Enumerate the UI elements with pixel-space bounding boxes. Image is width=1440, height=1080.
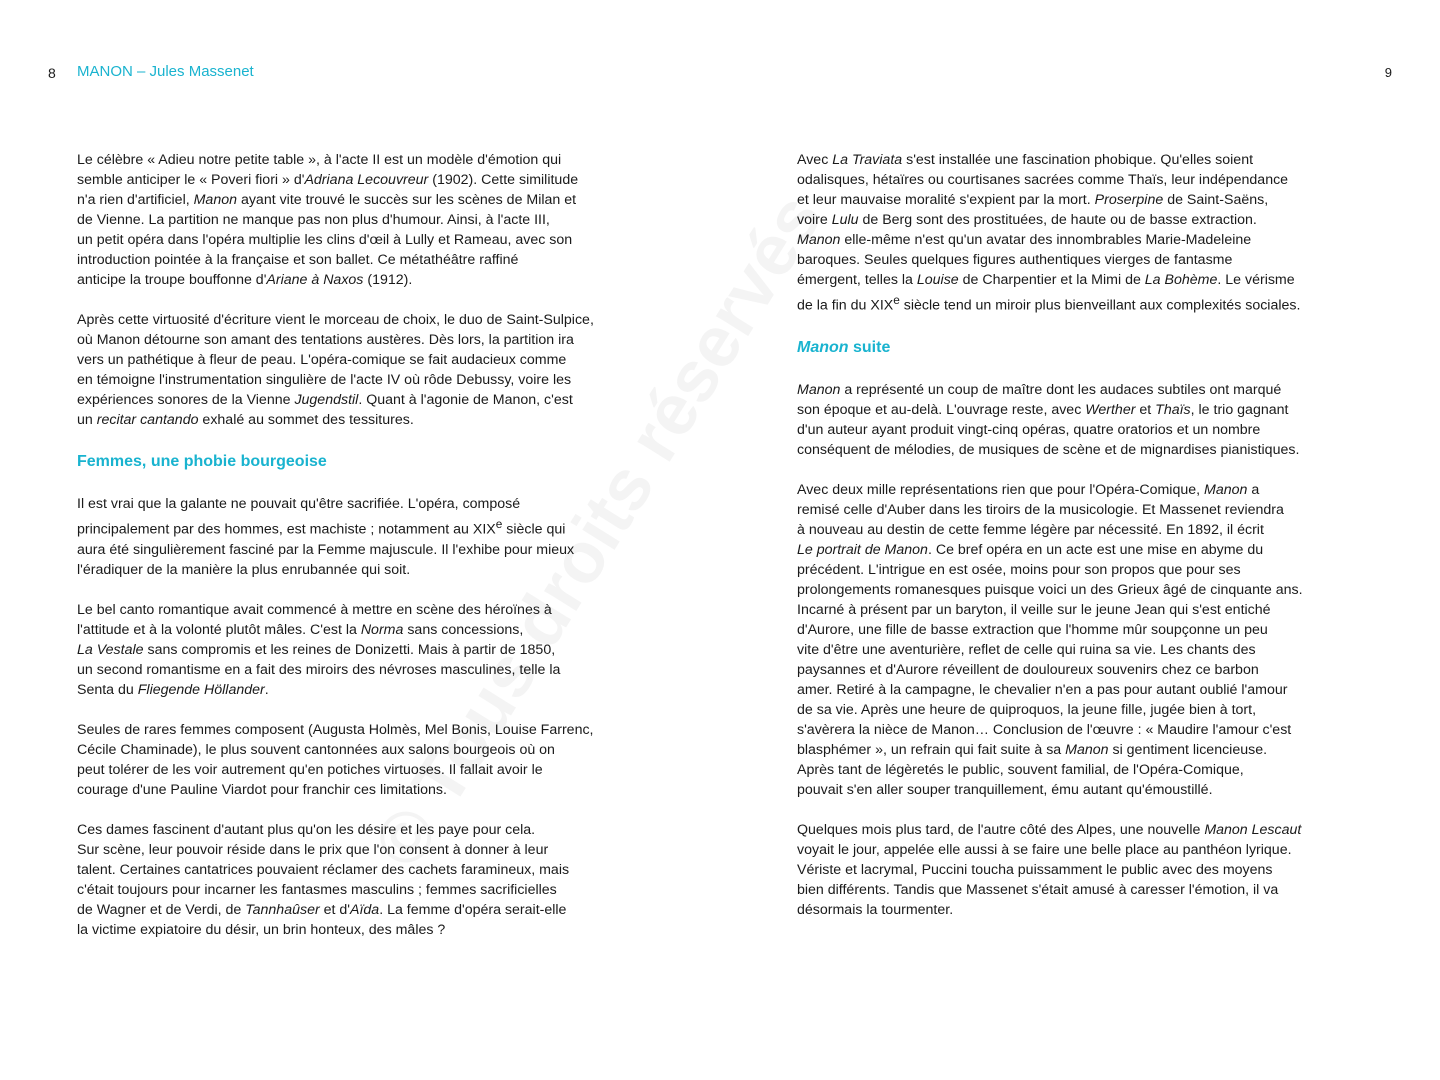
text-line: de sa vie. Après une heure de quiproquos, la jeune fille, jugée bien à tort,	[797, 701, 1257, 718]
paragraph	[797, 480, 1362, 800]
text-line: de Wagner et de Verdi, de Tannhaûser et d'Aïda. La femme d'opéra serait-elle	[77, 901, 567, 918]
section-heading: Femmes, une phobie bourgeoise	[77, 453, 327, 470]
text-line: Le célèbre « Adieu notre petite table », à l'acte II est un modèle d'émotion qui	[77, 152, 562, 168]
text-line: pouvait s'en aller souper tranquillement, ému autant qu'émoustillé.	[797, 781, 1213, 798]
paragraph	[797, 820, 1362, 920]
right-text-column	[797, 150, 1362, 940]
text-line: Le bel canto romantique avait commencé à mettre en scène des héroïnes à	[77, 601, 552, 618]
text-line: Quelques mois plus tard, de l'autre côté des Alpes, une nouvelle Manon Lescaut	[797, 821, 1302, 838]
text-line: voyait le jour, appelée elle aussi à se faire une belle place au panthéon lyrique.	[797, 841, 1292, 858]
text-line: c'était toujours pour incarner les fantasmes masculins ; femmes sacrificielles	[77, 881, 557, 898]
running-title: MANON – Jules Massenet	[77, 63, 254, 80]
text-line: l'attitude et à la volonté plutôt mâles. C'est la Norma sans concessions,	[77, 621, 524, 638]
text-line: Sur scène, leur pouvoir réside dans le prix que l'on consent à donner à leur	[77, 841, 549, 858]
paragraph	[797, 150, 1362, 316]
text-line: un recitar cantando exhalé au sommet des tessitures.	[77, 412, 414, 428]
text-line: aura été singulièrement fasciné par la Femme majuscule. Il l'exhibe pour mieux	[77, 541, 575, 558]
text-line: d'Aurore, une fille de basse extraction que l'homme mûr soupçonne un peu	[797, 621, 1268, 638]
text-line: l'éradiquer de la manière la plus enrubannée qui soit.	[77, 561, 411, 578]
text-line: Le portrait de Manon. Ce bref opéra en un acte est une mise en abyme du	[797, 541, 1264, 558]
text-line: Avec deux mille représentations rien que pour l'Opéra-Comique, Manon a	[797, 481, 1260, 498]
text-line: voire Lulu de Berg sont des prostituées, de haute ou de basse extraction.	[797, 212, 1257, 228]
text-line: anticipe la troupe bouffonne d'Ariane à Naxos (1912).	[77, 272, 413, 288]
text-line: son époque et au-delà. L'ouvrage reste, avec Werther et Thaïs, le trio gagnant	[797, 401, 1289, 418]
text-line: Il est vrai que la galante ne pouvait qu'être sacrifiée. L'opéra, composé	[77, 496, 521, 512]
text-line: prolongements romanesques puisque voici un des Grieux âgé de cinquante ans.	[797, 581, 1303, 598]
text-line: la victime expiatoire du désir, un brin honteux, des mâles ?	[77, 921, 446, 938]
text-line: blasphémer », un refrain qui fait suite à sa Manon si gentiment licencieuse.	[797, 741, 1268, 758]
text-line: remisé celle d'Auber dans les tiroirs de la musicologie. Et Massenet reviendra	[797, 501, 1284, 518]
text-line: introduction pointée à la française et son ballet. Ce métathéâtre raffiné	[77, 252, 519, 268]
text-line: baroques. Seules quelques figures authentiques vierges de fantasme	[797, 252, 1233, 268]
text-line: n'a rien d'artificiel, Manon ayant vite trouvé le succès sur les scènes de Milan et	[77, 192, 577, 208]
text-line: Après tant de légèretés le public, souvent familial, de l'Opéra-Comique,	[797, 761, 1244, 778]
paragraph	[77, 820, 642, 940]
text-line: d'un auteur ayant produit vingt-cinq opéras, quatre oratorios et un nombre	[797, 421, 1261, 438]
text-line: talent. Certaines cantatrices pouvaient réclamer des cachets faramineux, mais	[77, 861, 570, 878]
text-line: Avec La Traviata s'est installée une fascination phobique. Qu'elles soient	[797, 152, 1254, 168]
text-line: vers un pathétique à fleur de peau. L'opéra-comique se fait audacieux comme	[77, 352, 567, 368]
text-line: un second romantisme en a fait des miroirs des névroses masculines, telle la	[77, 661, 561, 678]
section-heading: Manon suite	[797, 338, 891, 356]
text-line: Manon elle-même n'est qu'un avatar des innombrables Marie-Madeleine	[797, 232, 1252, 248]
paragraph	[797, 380, 1362, 460]
text-line: principalement par des hommes, est machiste ; notamment au XIXe siècle qui	[77, 517, 566, 538]
text-line: Ces dames fascinent d'autant plus qu'on les désire et les paye pour cela.	[77, 821, 536, 838]
left-text-column	[77, 150, 642, 960]
left-page-number: 8	[48, 65, 56, 81]
text-line: de Vienne. La partition ne manque pas non plus d'humour. Ainsi, à l'acte III,	[77, 212, 550, 228]
text-line: Incarné à présent par un baryton, il veille sur le jeune Jean qui s'est entiché	[797, 601, 1271, 618]
text-line: émergent, telles la Louise de Charpentier et la Mimi de La Bohème. Le vérisme	[797, 272, 1295, 288]
paragraph	[77, 494, 642, 580]
text-line: expériences sonores de la Vienne Jugendstil. Quant à l'agonie de Manon, c'est	[77, 392, 573, 408]
paragraph	[77, 720, 642, 800]
text-line: courage d'une Pauline Viardot pour franchir ces limitations.	[77, 781, 447, 798]
text-line: en témoigne l'instrumentation singulière de l'acte IV où rôde Debussy, voire les	[77, 372, 572, 388]
text-line: Cécile Chaminade), le plus souvent cantonnées aux salons bourgeois où on	[77, 741, 555, 758]
text-line: et leur mauvaise moralité s'expient par la mort. Proserpine de Saint-Saëns,	[797, 192, 1269, 208]
text-line: où Manon détourne son amant des tentations austères. Dès lors, la partition ira	[77, 332, 574, 348]
paragraph	[77, 150, 642, 290]
text-line: à nouveau au destin de cette femme légère par nécessité. En 1892, il écrit	[797, 521, 1264, 538]
text-line: Manon a représenté un coup de maître dont les audaces subtiles ont marqué	[797, 381, 1282, 398]
text-line: conséquent de mélodies, de musiques de scène et de mignardises pianistiques.	[797, 441, 1300, 458]
text-line: précédent. L'intrigue en est osée, moins pour son propos que pour ses	[797, 561, 1241, 578]
paragraph	[77, 310, 642, 430]
text-line: amer. Retiré à la campagne, le chevalier n'en a pas pour autant oublié l'amour	[797, 681, 1288, 698]
paragraph	[77, 600, 642, 700]
text-line: La Vestale sans compromis et les reines de Donizetti. Mais à partir de 1850,	[77, 641, 556, 658]
text-line: Après cette virtuosité d'écriture vient le morceau de choix, le duo de Saint-Sulpice,	[77, 312, 594, 328]
text-line: Seules de rares femmes composent (Augusta Holmès, Mel Bonis, Louise Farrenc,	[77, 721, 594, 738]
text-line: un petit opéra dans l'opéra multiplie les clins d'œil à Lully et Rameau, avec son	[77, 232, 573, 248]
text-line: s'avèrera la nièce de Manon… Conclusion de l'œuvre : « Maudire l'amour c'est	[797, 721, 1292, 738]
text-line: paysannes et d'Aurore réveillent de douloureux souvenirs chez ce barbon	[797, 661, 1259, 678]
text-line: peut tolérer de les voir autrement qu'en potiches virtuoses. Il fallait avoir le	[77, 761, 543, 778]
text-line: vite d'être une aventurière, reflet de celle qui ruina sa vie. Les chants des	[797, 641, 1256, 658]
text-line: semble anticiper le « Poveri fiori » d'Adriana Lecouvreur (1902). Cette similitude	[77, 172, 579, 188]
text-line: Vériste et lacrymal, Puccini toucha puissamment le public avec des moyens	[797, 861, 1273, 878]
text-line: désormais la tourmenter.	[797, 901, 954, 918]
right-page-number: 9	[1384, 65, 1392, 80]
text-line: bien différents. Tandis que Massenet s'était amusé à caresser l'émotion, il va	[797, 881, 1279, 898]
text-line: Senta du Fliegende Höllander.	[77, 681, 269, 698]
text-line: odalisques, hétaïres ou courtisanes sacrées comme Thaïs, leur indépendance	[797, 172, 1289, 188]
text-line: de la fin du XIXe siècle tend un miroir plus bienveillant aux complexités sociales.	[797, 293, 1301, 314]
